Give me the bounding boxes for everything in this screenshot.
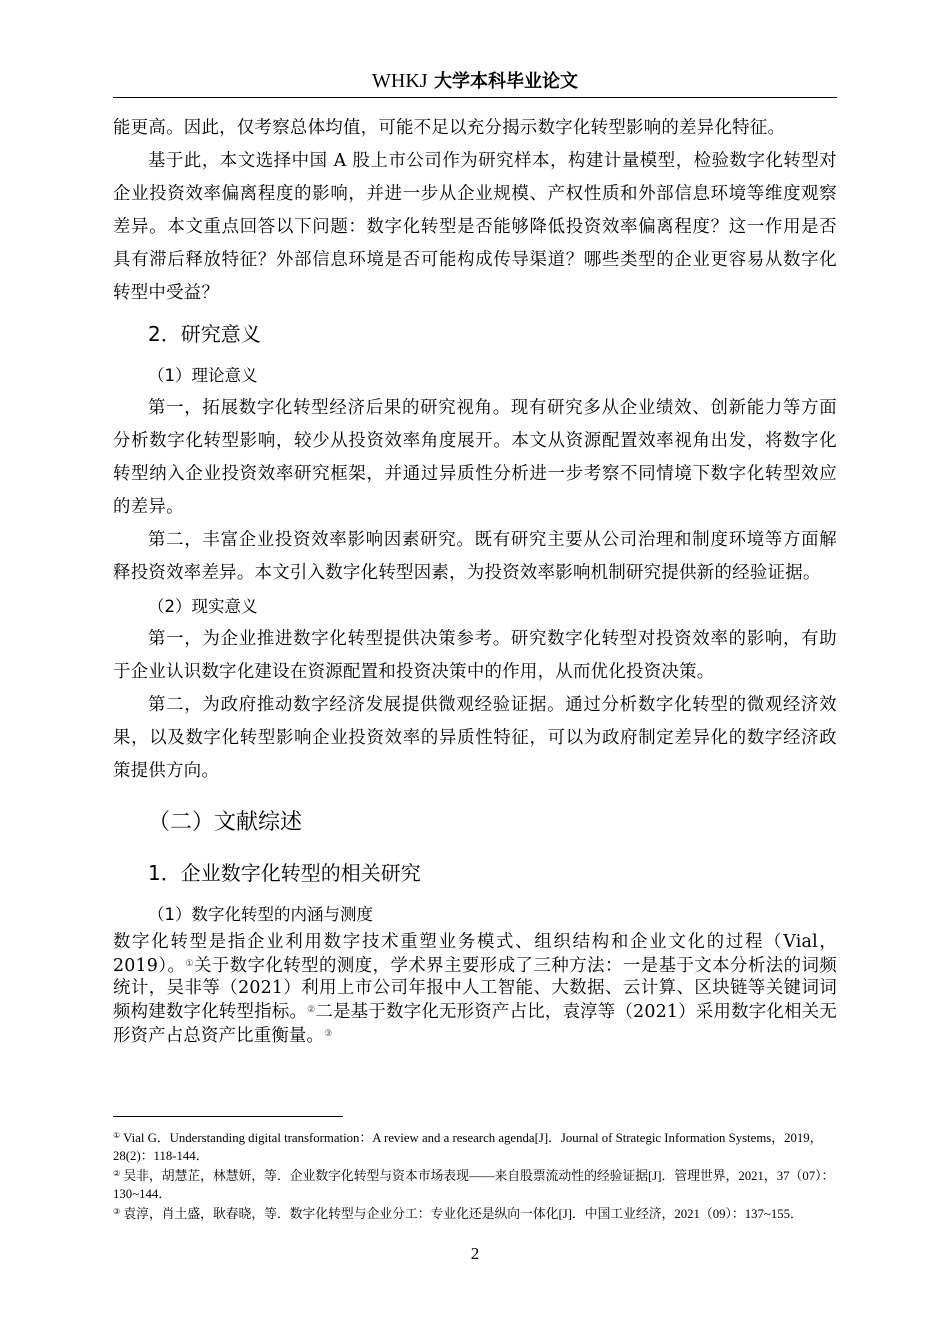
footnote-ref-2[interactable]: ② bbox=[307, 1005, 316, 1015]
footnote-text: 袁淳，肖土盛，耿春晓，等．数字化转型与企业分工：专业化还是纵向一体化[J]．中国工业经济，2021（09）：137~155． bbox=[123, 1207, 803, 1221]
paragraph-measurement-part-1: 数字化转型是指企业利用数字技术重塑业务模式、组织结构和企业文化的过程（Vial，2019）。 bbox=[113, 932, 837, 976]
spacer bbox=[113, 351, 837, 359]
footnote-text: 吴非，胡慧芷，林慧妍，等．企业数字化转型与资本市场表现——来自股票流动性的经验证据[J]．管理世界，2021，37（07）：130~144． bbox=[113, 1169, 835, 1201]
paragraph-research-questions: 基于此，本文选择中国 A 股上市公司作为研究样本，构建计量模型，检验数字化转型对企业投资效率偏离程度的影响，并进一步从企业规模、产权性质和外部信息环境等维度观察差异。本文重点回答以下问题：数字化转型是否能够降低投资效率偏离程度？这一作用是否具有滞后释放特征？外部信息环境是否可能构成传导渠道？哪些类型的企业更容易从数字化转型中受益？ bbox=[113, 151, 837, 303]
spacer bbox=[113, 310, 837, 318]
page-number: 2 bbox=[470, 1244, 480, 1263]
paragraph-practice-2: 第二，为政府推动数字经济发展提供微观经验证据。通过分析数字化转型的微观经济效果，以及数字化转型影响企业投资效率的异质性特征，可以为政府制定差异化的数字经济政策提供方向。 bbox=[113, 695, 837, 781]
footnote-3 bbox=[113, 1203, 837, 1224]
footnote-2 bbox=[113, 1165, 837, 1203]
heading-connotation-measurement: （1）数字化转型的内涵与测度 bbox=[148, 905, 373, 924]
header-title: 大学本科毕业论文 bbox=[433, 71, 578, 92]
footnote-mark: ② bbox=[113, 1169, 121, 1178]
paragraph-continued: 能更高。因此，仅考察总体均值，可能不足以充分揭示数字化转型影响的差异化特征。 bbox=[113, 118, 786, 138]
paragraph-theory-1: 第一，拓展数字化转型经济后果的研究视角。现有研究多从企业绩效、创新能力等方面分析数字化转型影响，较少从投资效率角度展开。本文从资源配置效率视角出发，将数字化转型纳入企业投资效率研究框架，并通过异质性分析进一步考察不同情境下数字化转型效应的差异。 bbox=[113, 398, 837, 517]
paragraph-measurement-part-3: 二是基于数字化无形资产占比，袁淳等（2021）采用数字化相关无形资产占总资产比重衡量。 bbox=[113, 1002, 837, 1046]
heading-literature-review: （二）文献综述 bbox=[148, 810, 303, 835]
spacer bbox=[113, 890, 837, 898]
heading-digital-transformation-research: 1．企业数字化转型的相关研究 bbox=[148, 861, 421, 885]
heading-theoretical-significance: （1）理论意义 bbox=[148, 366, 258, 385]
footnote-separator bbox=[113, 1116, 343, 1117]
header-rule bbox=[113, 97, 837, 98]
running-header bbox=[113, 64, 837, 96]
footnote-mark: ③ bbox=[113, 1207, 121, 1216]
paragraph-measurement-part-2: 关于数字化转型的测度，学术界主要形成了三种方法：一是基于文本分析法的词频统计，吴非等（2021）利用上市公司年报中人工智能、大数据、云计算、区块链等关键词词频构建数字化转型指标。 bbox=[113, 956, 837, 1022]
heading-practical-significance: （2）现实意义 bbox=[148, 597, 258, 616]
footnote-text: Vial G．Understanding digital transformation：A review and a research agenda[J]．Journal of Strategic Information Systems，2019，28(2)：118-144． bbox=[113, 1131, 823, 1163]
footnote-1 bbox=[113, 1127, 837, 1165]
footnote-ref-3[interactable]: ③ bbox=[324, 1029, 333, 1039]
footnote-mark: ① bbox=[113, 1131, 121, 1140]
spacer bbox=[113, 839, 837, 857]
page-body bbox=[113, 112, 837, 1047]
paragraph-practice-1: 第一，为企业推进数字化转型提供决策参考。研究数字化转型对投资效率的影响，有助于企业认识数字化建设在资源配置和投资决策中的作用，从而优化投资决策。 bbox=[113, 629, 837, 682]
footnote-ref-1[interactable]: ① bbox=[185, 959, 194, 969]
footnotes bbox=[113, 1127, 837, 1224]
paragraph-measurement bbox=[113, 931, 837, 1047]
heading-research-significance: 2．研究意义 bbox=[148, 322, 261, 346]
header-latin: WHKJ bbox=[372, 70, 428, 92]
paragraph-theory-2: 第二，丰富企业投资效率影响因素研究。既有研究主要从公司治理和制度环境等方面解释投资效率差异。本文引入数字化转型因素，为投资效率影响机制研究提供新的经验证据。 bbox=[113, 530, 837, 583]
spacer bbox=[113, 788, 837, 806]
